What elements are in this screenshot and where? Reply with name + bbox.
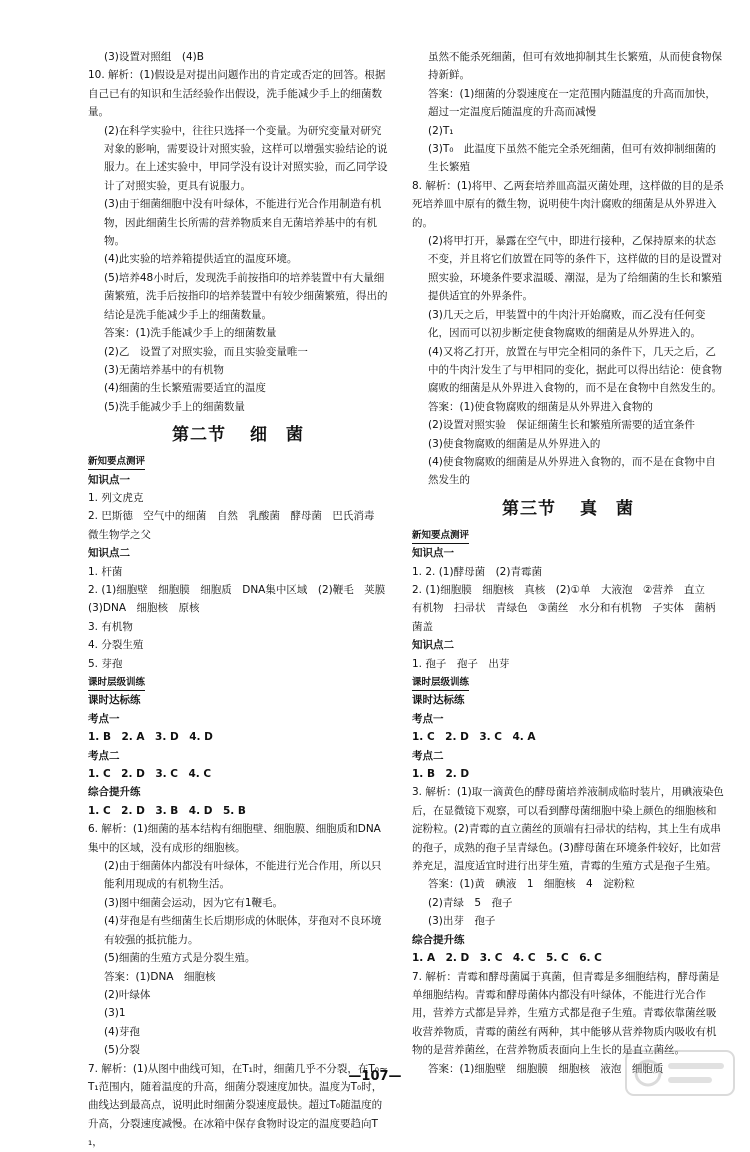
subsection-heading: 课时达标练 bbox=[412, 694, 465, 707]
answer-line: 答案：(1)使食物腐败的细菌是从外界进入食物的 bbox=[428, 400, 653, 413]
answer-line: (2)叶绿体 bbox=[104, 988, 151, 1001]
answer-line: 2. 巴斯德 空气中的细菌 自然 乳酸菌 酵母菌 巴氏消毒 微生物学之父 bbox=[88, 510, 385, 541]
answer-line: 1. B 2. A 3. D 4. D bbox=[88, 731, 213, 744]
label-lesson-training: 课时层级训练 bbox=[88, 675, 145, 691]
answer-line: 1. 孢子 孢子 出芽 bbox=[412, 657, 510, 670]
right-column bbox=[412, 48, 724, 1078]
answer-line: (2)乙 设置了对照实验，而且实验变量唯一 bbox=[104, 345, 308, 358]
label-lesson-training: 课时层级训练 bbox=[412, 675, 469, 691]
knowledge-point-heading: 知识点二 bbox=[412, 639, 454, 652]
subsection-heading: 综合提升练 bbox=[412, 933, 465, 946]
section-number: 第三节 bbox=[502, 498, 556, 519]
answer-line: (3)出芽 孢子 bbox=[428, 915, 496, 928]
page-number: —107— bbox=[348, 1069, 402, 1084]
answer-line: (4)细菌的生长繁殖需要适宜的温度 bbox=[104, 382, 266, 395]
answer-paragraph: 3. 解析：(1)取一滴黄色的酵母菌培养液制成临时装片，用碘液染色后，在显微镜下观察，可以看到酵母菌细胞中染上颜色的细胞核和淀粉粒。(2)青霉的直立菌丝的顶端有扫帚状的结构，其上生有成串的孢子，成熟的孢子呈青绿色。(3)酵母菌在环境条件较好，比如营养充足，温度适宜时进行出芽生殖，青霉的生殖方式是孢子生殖。 bbox=[412, 786, 724, 873]
answer-line: (3)设置对照组 (4)B bbox=[104, 51, 204, 63]
answer-line: (3)1 bbox=[104, 1007, 126, 1020]
answer-paragraph: (5)培养48小时后，发现洗手前按指印的培养装置中有大量细菌繁殖，洗手后按指印的培养装置中有较少细菌繁殖，得出的结论是洗手能减少手上的细菌数量。 bbox=[104, 271, 388, 321]
answer-line: (5)细菌的生殖方式是分裂生殖。 bbox=[104, 952, 256, 965]
answer-paragraph: 答案：(1)细菌的分裂速度在一定范围内随温度的升高而加快，超过一定温度后随温度的升高而减慢 bbox=[428, 87, 716, 119]
answer-paragraph: (3)由于细菌细胞中没有叶绿体，不能进行光合作用制造有机物，因此细菌生长所需的营养物质来自无菌培养基中的有机物。 bbox=[104, 198, 382, 248]
label-new-knowledge: 新知要点测评 bbox=[88, 454, 145, 470]
answer-line: (3)图中细菌会运动，因为它有1鞭毛。 bbox=[104, 896, 284, 909]
answer-line: 4. 分裂生殖 bbox=[88, 639, 144, 652]
exam-point-heading: 考点二 bbox=[412, 749, 444, 762]
answer-line: (4)芽孢 bbox=[104, 1025, 140, 1038]
answer-paragraph: 虽然不能杀死细菌，但可有效地抑制其生长繁殖，从而使食物保持新鲜。 bbox=[428, 51, 722, 82]
answer-line: 3. 有机物 bbox=[88, 620, 133, 633]
answer-paragraph: (2)在科学实验中，往往只选择一个变量。为研究变量对研究对象的影响，需要设计对照实验，这样可以增强实验结论的说服力。在上述实验中，甲同学没有设计对照实验，而乙同学设计了对照实验，更具有说服力。 bbox=[104, 124, 388, 192]
answer-paragraph: (3)T₀ 此温度下虽然不能完全杀死细菌，但可有效抑制细菌的生长繁殖 bbox=[428, 143, 716, 174]
answer-paragraph: (2)将甲打开，暴露在空气中，即进行接种，乙保持原来的状态不变，并且将它们放置在同等的条件下，这样做的目的是设置对照实验，环境条件要求温暖、潮湿，是为了给细菌的生长和繁殖提供适宜的外界条件。 bbox=[428, 235, 722, 303]
exam-point-heading: 考点二 bbox=[88, 749, 120, 762]
answer-paragraph: 7. 解析：(1)从图中曲线可知，在T₁时，细菌几乎不分裂，在T₀~T₁范围内，随着温度的升高，细菌分裂速度加快。温度为T₀时，曲线达到最高点，说明此时细菌分裂速度最快。超过T₀随温度的升高，分裂速度减慢。在冰箱中保存食物时设定的温度要趋向T₁， bbox=[88, 1062, 388, 1149]
answer-paragraph: (4)此实验的培养箱提供适宜的温度环境。 bbox=[104, 253, 298, 266]
answer-paragraph: 6. 解析：(1)细菌的基本结构有细胞壁、细胞膜、细胞质和DNA集中的区域，没有成形的细胞核。 bbox=[88, 823, 381, 854]
answer-line: 1. 列文虎克 bbox=[88, 491, 144, 504]
answer-line: (5)分裂 bbox=[104, 1044, 140, 1057]
answer-line: 1. C 2. D 3. C 4. A bbox=[412, 731, 536, 744]
subsection-heading: 综合提升练 bbox=[88, 786, 141, 799]
answer-line: 1. A 2. D 3. C 4. C 5. C 6. C bbox=[412, 952, 602, 965]
answer-line: (2)T₁ bbox=[428, 124, 454, 137]
answer-line: 1. 2. (1)酵母菌 (2)青霉菌 bbox=[412, 565, 542, 578]
knowledge-point-heading: 知识点一 bbox=[88, 473, 130, 486]
answer-line: (3)使食物腐败的细菌是从外界进入的 bbox=[428, 437, 601, 450]
answer-paragraph: 7. 解析：青霉和酵母菌属于真菌，但青霉是多细胞结构，酵母菌是单细胞结构。青霉和酵母菌体内都没有叶绿体，不能进行光合作用，营养方式都是异养，生殖方式都是孢子生殖。青霉依靠菌丝吸收营养物质，青霉的菌丝有两种，其中能够从营养物质内吸收有机物的是营养菌丝，在营养物质表面向上生长的是直立菌丝。 bbox=[412, 970, 720, 1057]
answer-line: 5. 芽孢 bbox=[88, 657, 123, 670]
answer-line: 答案：(1)洗手能减少手上的细菌数量 bbox=[104, 327, 277, 340]
answer-paragraph: (2)由于细菌体内都没有叶绿体，不能进行光合作用，所以只能利用现成的有机物生活。 bbox=[104, 860, 382, 891]
answer-line: (2)设置对照实验 保证细菌生长和繁殖所需要的适宜条件 bbox=[428, 419, 695, 432]
answer-line: 答案：(1)细胞壁 细胞膜 细胞核 液泡 细胞质 bbox=[428, 1062, 664, 1075]
answer-line: (5)洗手能减少手上的细菌数量 bbox=[104, 400, 245, 413]
section-title bbox=[88, 420, 388, 450]
answer-line: 1. B 2. D bbox=[412, 768, 470, 781]
answer-paragraph: (4)芽孢是有些细菌生长后期形成的休眠体，芽孢对不良环境有较强的抵抗能力。 bbox=[104, 915, 382, 946]
answer-paragraph: (3)几天之后，甲装置中的牛肉汁开始腐败，而乙没有任何变化，因而可以初步断定使食物腐败的细菌是从外界进入的。 bbox=[428, 308, 706, 340]
answer-line: 2. (1)细胞壁 细胞膜 细胞质 DNA集中区域 (2)鞭毛 荚膜 (3)DNA 细胞核 原核 bbox=[88, 583, 396, 615]
answer-paragraph: (4)使食物腐败的细菌是从外界进入食物的，而不是在食物中自然发生的 bbox=[428, 455, 716, 487]
knowledge-point-heading: 知识点二 bbox=[88, 547, 130, 560]
answer-line: 答案：(1)黄 碘液 1 细胞核 4 淀粉粒 bbox=[428, 878, 635, 891]
answer-line: 答案：(1)DNA 细胞核 bbox=[104, 970, 216, 983]
section-title bbox=[412, 494, 724, 524]
left-column bbox=[88, 48, 396, 1152]
answer-paragraph: 10. 解析：(1)假设是对提出问题作出的肯定或否定的回答。根据自己已有的知识和生活经验作出假设，洗手能减少手上的细菌数量。 bbox=[88, 69, 386, 119]
exam-point-heading: 考点一 bbox=[88, 712, 120, 725]
answer-paragraph: 2. (1)细胞膜 细胞核 真核 (2)①单 大液泡 ②营养 直立 有机物 扫帚状 青绿色 ③菌丝 水分和有机物 子实体 菌柄 菌盖 bbox=[412, 583, 726, 633]
watermark-logo bbox=[624, 1049, 736, 1097]
section-name: 真 菌 bbox=[580, 498, 634, 519]
exam-point-heading: 考点一 bbox=[412, 712, 444, 725]
answer-line: 1. C 2. D 3. B 4. D 5. B bbox=[88, 804, 246, 817]
answer-line: (3)无菌培养基中的有机物 bbox=[104, 363, 224, 376]
section-number: 第二节 bbox=[172, 425, 226, 446]
knowledge-point-heading: 知识点一 bbox=[412, 547, 454, 560]
label-new-knowledge: 新知要点测评 bbox=[412, 528, 469, 544]
answer-line: 1. C 2. D 3. C 4. C bbox=[88, 768, 212, 781]
answer-line: (2)青绿 5 孢子 bbox=[428, 896, 513, 909]
answer-paragraph: (4)又将乙打开，放置在与甲完全相同的条件下，几天之后，乙中的牛肉汁发生了与甲相同的变化，据此可以得出结论：使食物腐败的细菌是从外界进入食物的，而不是在食物中自然发生的。 bbox=[428, 345, 722, 395]
answer-line: 1. 杆菌 bbox=[88, 565, 123, 578]
answer-paragraph: 8. 解析：(1)将甲、乙两套培养皿高温灭菌处理，这样做的目的是杀死培养皿中原有的微生物，说明使牛肉汁腐败的细菌是从外界进入的。 bbox=[412, 179, 724, 229]
subsection-heading: 课时达标练 bbox=[88, 694, 141, 707]
section-name: 细 菌 bbox=[250, 425, 304, 446]
